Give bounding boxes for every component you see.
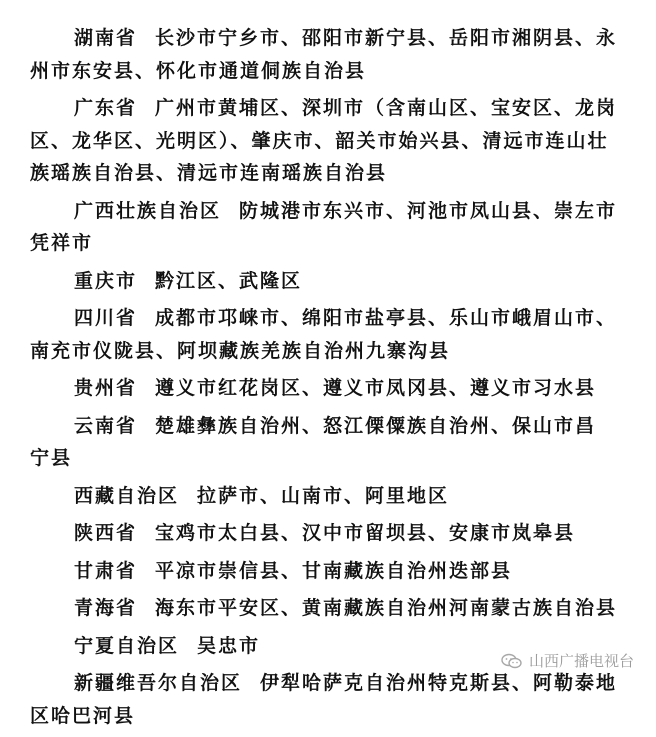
entry-first-line	[30, 555, 626, 588]
province-name: 广西壮族自治区	[74, 199, 222, 222]
entry-continuation-line	[30, 700, 626, 733]
locality-list: 海东市平安区、黄南藏族自治州河南蒙古族自治县	[155, 597, 618, 619]
entry	[30, 302, 626, 367]
entry	[30, 592, 626, 625]
locality-list: 族瑶族自治县、清远市连南瑶族自治县	[30, 162, 388, 184]
province-name: 陕西省	[74, 522, 138, 544]
entry	[30, 372, 626, 405]
watermark	[501, 650, 634, 671]
locality-list: 遵义市红花岗区、遵义市凤冈县、遵义市习水县	[155, 377, 597, 399]
entry-continuation-line	[30, 157, 626, 190]
locality-list: 吴忠市	[197, 634, 261, 657]
locality-list: 南充市仪陇县、阿坝藏族羌族自治州九寨沟县	[30, 339, 451, 362]
entry-continuation-line	[30, 55, 626, 88]
locality-list: 拉萨市、山南市、阿里地区	[197, 484, 450, 507]
entry-first-line	[30, 517, 626, 550]
locality-list: 成都市邛崃市、绵阳市盐亭县、乐山市峨眉山市、	[155, 307, 618, 329]
wechat-icon	[501, 652, 523, 670]
entry	[30, 195, 626, 260]
province-name: 云南省	[74, 414, 138, 437]
province-name: 宁夏自治区	[74, 634, 180, 657]
province-name: 四川省	[74, 307, 138, 329]
province-name: 湖南省	[74, 27, 138, 49]
locality-list: 宁县	[30, 447, 73, 469]
entry-continuation-line	[30, 227, 626, 260]
locality-list: 区哈巴河县	[30, 704, 136, 727]
locality-list: 凭祥市	[30, 232, 94, 254]
province-name: 广东省	[74, 97, 138, 119]
entry	[30, 667, 626, 732]
province-name: 西藏自治区	[74, 484, 180, 507]
entry	[30, 517, 626, 550]
province-name: 重庆市	[74, 269, 138, 292]
entry-first-line	[30, 667, 626, 700]
entry	[30, 265, 626, 298]
locality-list: 州市东安县、怀化市通道侗族自治县	[30, 59, 367, 82]
entry-first-line	[30, 410, 626, 443]
entry	[30, 22, 626, 87]
locality-list: 楚雄彝族自治州、怒江傈僳族自治州、保山市昌	[155, 414, 597, 437]
locality-list: 区、龙华区、光明区）、肇庆市、韶关市始兴县、清远市连山壮	[30, 129, 609, 152]
entry-continuation-line	[30, 335, 626, 368]
entry-first-line	[30, 22, 626, 55]
entry-first-line	[30, 372, 626, 405]
locality-list: 伊犁哈萨克自治州特克斯县、阿勒泰地	[260, 672, 618, 694]
entry-first-line	[30, 480, 626, 513]
entry-first-line	[30, 92, 626, 125]
entry-first-line	[30, 265, 626, 298]
entry	[30, 555, 626, 588]
entry-first-line	[30, 195, 626, 228]
entry-first-line	[30, 302, 626, 335]
province-name: 青海省	[74, 597, 138, 619]
province-name: 贵州省	[74, 377, 138, 399]
locality-list: 长沙市宁乡市、邵阳市新宁县、岳阳市湘阴县、永	[155, 27, 618, 49]
entry	[30, 92, 626, 190]
province-name: 新疆维吾尔自治区	[74, 672, 243, 694]
entry-continuation-line	[30, 442, 626, 475]
locality-list: 黔江区、武隆区	[155, 269, 303, 292]
entry-first-line	[30, 592, 626, 625]
locality-list: 防城港市东兴市、河池市凤山县、崇左市	[239, 199, 618, 222]
entry	[30, 410, 626, 475]
entry-continuation-line	[30, 125, 626, 158]
locality-list: 广州市黄埔区、深圳市（含南山区、宝安区、龙岗	[155, 97, 618, 119]
locality-list: 平凉市崇信县、甘南藏族自治州迭部县	[155, 559, 513, 582]
locality-list: 宝鸡市太白县、汉中市留坝县、安康市岚皋县	[155, 522, 576, 544]
province-name: 甘肃省	[74, 559, 138, 582]
watermark-text: 山西广播电视台	[528, 652, 634, 670]
document-body	[30, 22, 626, 737]
entry	[30, 480, 626, 513]
